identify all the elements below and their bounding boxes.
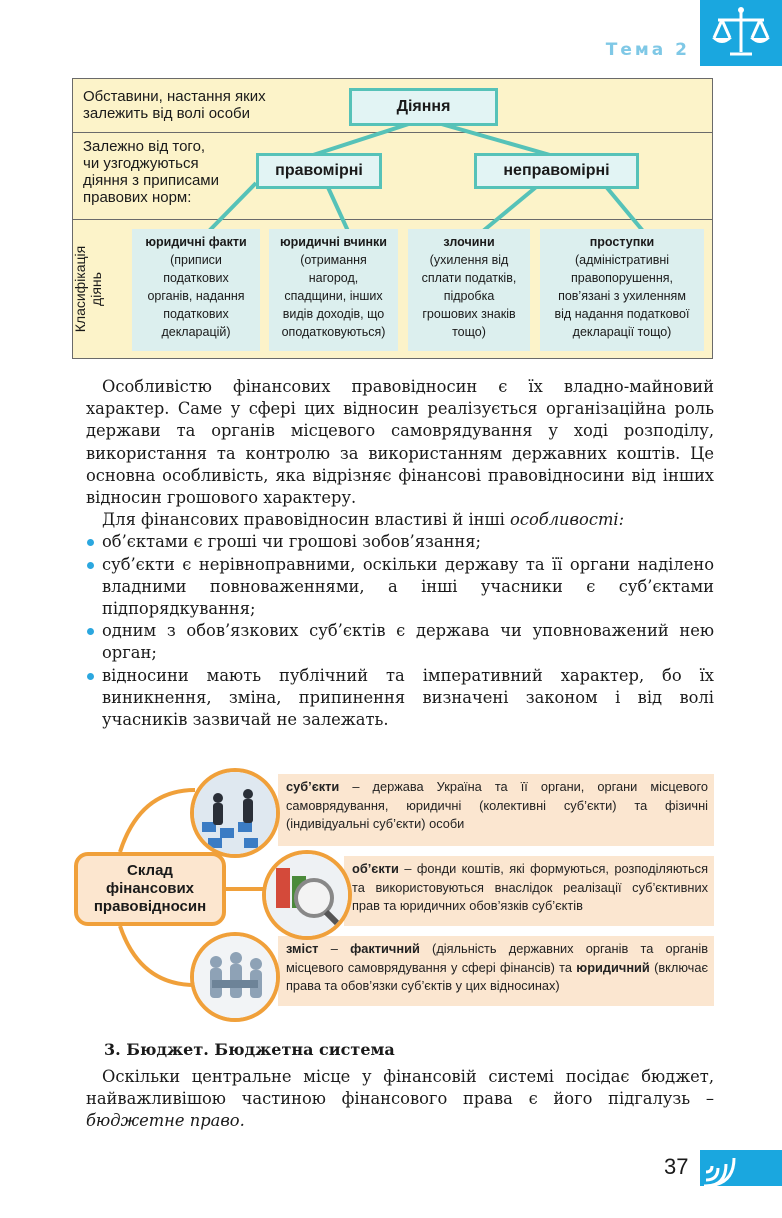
- paragraph: Особливістю фінансових правовідносин є їх владно-майновий характер. Саме у сфері цих відносин реалізується організаційна роль держави та органів місцевого самоврядування у ході розподілу, використання та контролю за використанням державних коштів. Це основна особливість, яка відрізняє фінансові правовідносини від інших відносин грошового характеру.: [86, 377, 714, 508]
- classification-label: Класифікація діянь: [72, 245, 104, 333]
- people-puzzle-image: [190, 932, 280, 1022]
- section-heading: 3. Бюджет. Бюджетна система: [104, 1040, 395, 1059]
- category-desc: (приписи податкових органів, надання податкових декларацій): [147, 253, 245, 339]
- list-item: відносини мають публічний та імперативний характер, бо їх виникнення, зміна, припинення визначені законом і від волі учасників зазвичай не залежать.: [86, 665, 714, 732]
- section-text: [86, 1066, 714, 1133]
- signal-waves-icon: [700, 1150, 782, 1186]
- composition-title: Склад фінансових правовідносин: [93, 862, 207, 915]
- people-on-grid-image: [190, 768, 280, 858]
- objects-panel: об’єкти – фонди коштів, які формуються, розподіляються та використовуються внаслідок реалізації суб’єктивних прав та юридичних обов’язків суб’єктів: [344, 856, 714, 926]
- category-title: юридичні вчинки: [279, 235, 387, 249]
- category-title: злочини: [443, 235, 495, 249]
- category-desc: (адміністративні правопорушення, пов’язані з ухиленням від надання податкової декларації тощо): [554, 253, 690, 339]
- page-tab: [700, 1150, 782, 1186]
- topic-label: Тема 2: [605, 40, 690, 60]
- unlawful-box: неправомірні: [474, 153, 639, 189]
- category-desc: (отримання нагород, спадщини, інших видів доходів, що оподатковуються): [281, 253, 386, 339]
- lawful-box: правомірні: [256, 153, 382, 189]
- list-item: об’єктами є гроші чи грошові зобов’язання;: [86, 531, 714, 553]
- page-number: 37: [664, 1154, 689, 1179]
- paragraph: Оскільки центральне місце у фінансовій системі посідає бюджет, найважливішою частиною фінансового права є його підгалузь – бюджетне право.: [86, 1067, 714, 1131]
- row2-text: Залежно від того, чи узгоджуються діяння з приписами правових норм:: [83, 138, 219, 206]
- category-title: юридичні факти: [145, 235, 247, 249]
- content-panel: зміст – фактичний (діяльність державних органів та органів місцевого самоврядування у сфері фінансів) та юридичний (включає права та обов’язки суб’єктів у цих відносинах): [278, 936, 714, 1006]
- composition-title-box: [74, 852, 226, 926]
- list-item: одним з обов’язкових суб’єктів є держава чи уповноважений нею орган;: [86, 620, 714, 664]
- root-box: Діяння: [349, 88, 498, 126]
- list-item: суб’єкти є нерівноправними, оскільки державу та її органи наділено владними повноваженнями, а інші учасники є суб’єктами підпорядкування;: [86, 554, 714, 621]
- magnifier-image: [262, 850, 352, 940]
- paragraph: Для фінансових правовідносин властиві й інші особливості:: [102, 510, 625, 530]
- category-title: проступки: [589, 235, 655, 249]
- subjects-panel: суб’єкти – держава Україна та її органи, органи місцевого самоврядування, юридичні (колективні суб’єкти) та фізичні (індивідуальні суб’єкти) особи: [278, 774, 714, 846]
- category-desc: (ухилення від сплати податків, підробка грошових знаків тощо): [421, 253, 517, 339]
- row1-text: Обставини, настання яких залежить від волі особи: [83, 88, 266, 122]
